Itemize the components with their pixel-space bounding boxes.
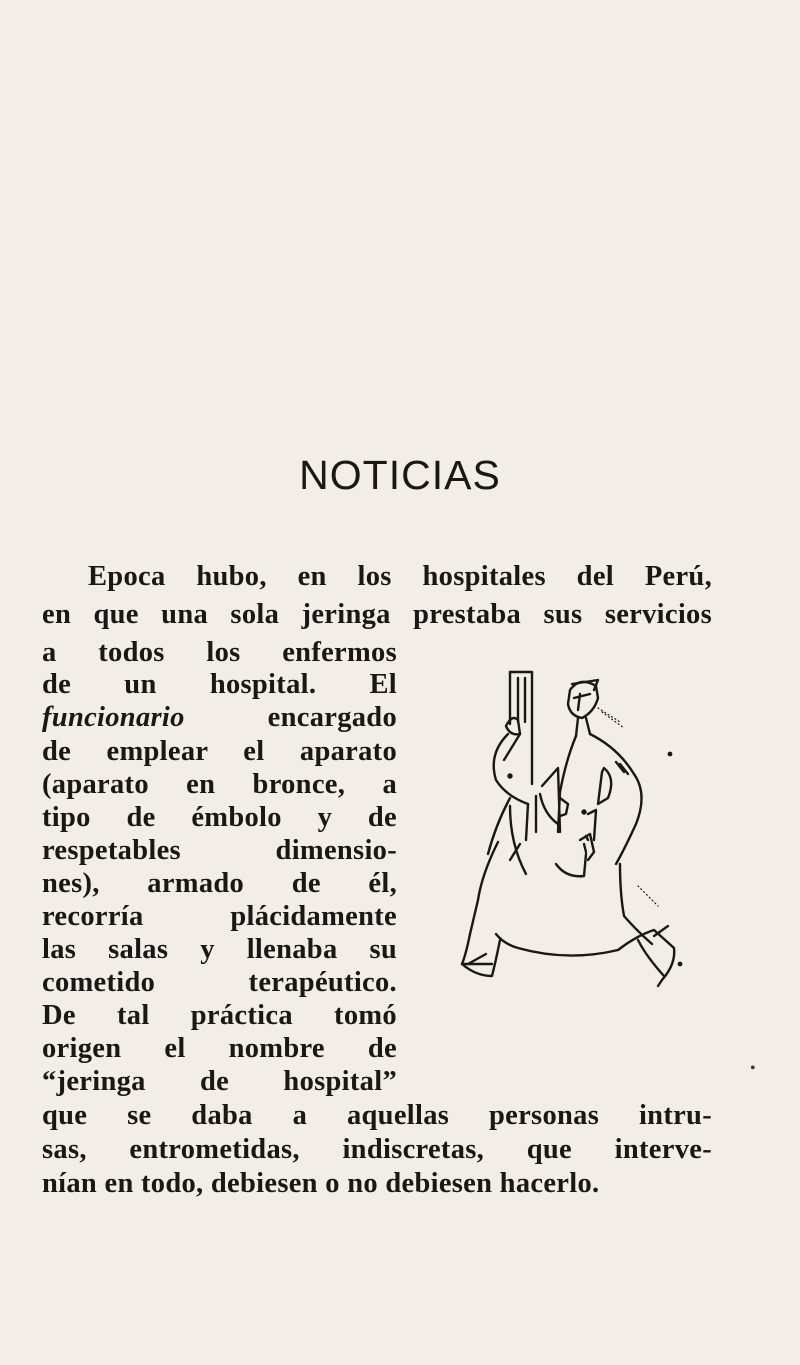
syringe-woman-illustration — [448, 664, 688, 1026]
text-line: Epoca hubo, en los hospitales del Perú, — [88, 561, 712, 592]
text-line: de emplear el aparato — [42, 736, 397, 767]
text-line: en que una sola jeringa prestaba sus servicios — [42, 599, 712, 630]
text-line: nían en todo, debiesen o no debiesen hacerlo. — [42, 1168, 600, 1199]
text-line: respetables dimensio- — [42, 835, 397, 866]
text-line: recorría plácidamente — [42, 901, 397, 932]
text-line: nes), armado de él, — [42, 868, 397, 899]
text-line: a todos los enfermos — [42, 637, 397, 668]
text-line: “jeringa de hospital” — [42, 1066, 397, 1097]
text-line: de un hospital. El — [42, 669, 397, 700]
text-line: De tal práctica tomó — [42, 1000, 397, 1031]
text-line: cometido terapéutico. — [42, 967, 397, 998]
page-title: NOTICIAS — [299, 452, 501, 498]
text-line-italic-group — [42, 701, 397, 735]
text-line: (aparato en bronce, a — [42, 769, 397, 800]
margin-mark: • — [750, 1060, 756, 1077]
text-line: que se daba a aquellas personas intru- — [42, 1100, 712, 1131]
text-line: las salas y llenaba su — [42, 934, 397, 965]
text-line: sas, entrometidas, indiscretas, que interve- — [42, 1134, 712, 1165]
text-line: tipo de émbolo y de — [42, 802, 397, 833]
italic-word: funcionario — [42, 702, 185, 733]
text-fragment: encargado — [267, 702, 397, 733]
text-line: origen el nombre de — [42, 1033, 397, 1064]
